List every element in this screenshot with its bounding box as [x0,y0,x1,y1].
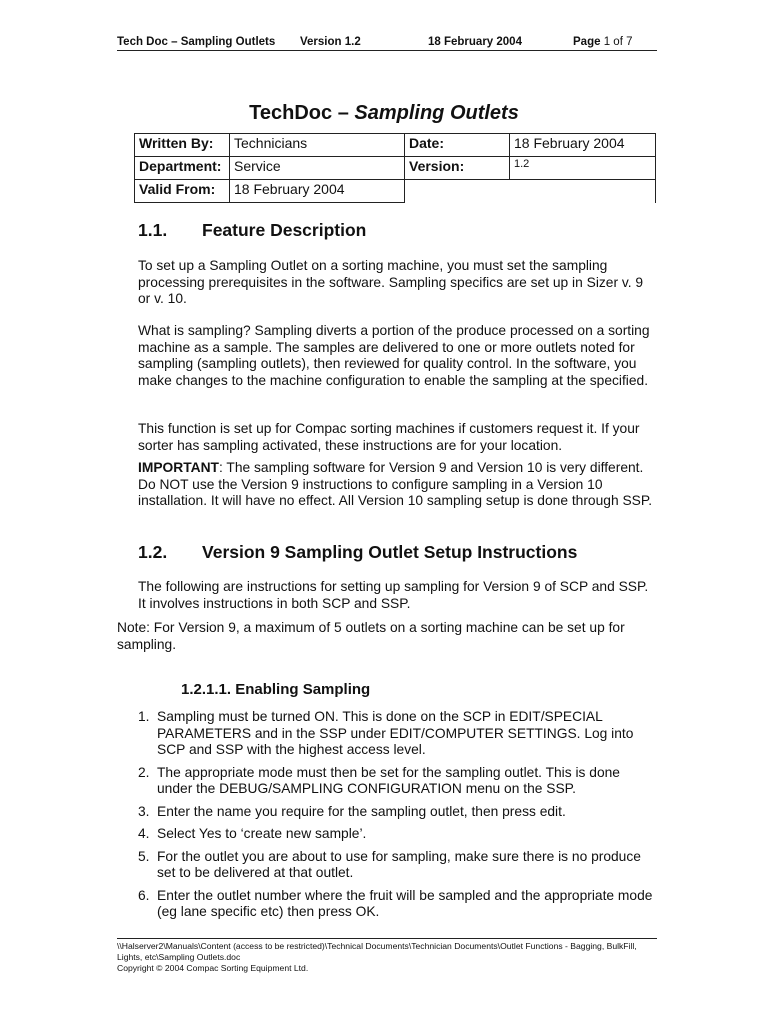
section-number: 1.1. [138,220,168,240]
paragraph: This function is set up for Compac sorting machines if customers request it. If your sorter has sampling activated, these instructions are for your location. [138,421,640,453]
page-footer [117,938,657,974]
section-title: Version 9 Sampling Outlet Setup Instructions [202,542,578,562]
document-info-table [134,133,656,203]
important-text: : The sampling software for Version 9 and Version 10 is very different. Do NOT use the Version 9 instructions to configure sampling in a Version 10 installation. It will have no effect. All Version 10 sampling setup is done through SSP. [138,460,653,508]
list-item: 6. Enter the outlet number where the fruit will be sampled and the appropriate mode (eg lane specific etc) then press OK. [138,887,653,919]
note-paragraph: Note: For Version 9, a maximum of 5 outlets on a sorting machine can be set up for sampling. [117,620,625,652]
title-italic: Sampling Outlets [354,102,519,124]
header-version: Version 1.2 [300,36,361,48]
section-number: 1.2. [138,542,168,562]
footer-file-path: \\Halserver2\Manuals\Content (access to be restricted)\Technical Documents\Technician Documents\Outlet Functions - Bagging, BulkFill, Lights, etc\Sampling Outlets.doc [117,941,637,962]
section-heading-version-9 [138,542,577,563]
title-plain: TechDoc – [249,102,355,124]
footer-copyright: Copyright © 2004 Compac Sorting Equipment Ltd. [117,963,309,973]
header-page-number: 1 of 7 [603,36,633,48]
page-title [0,102,768,125]
header-page [573,36,632,48]
list-item: 5. For the outlet you are about to use for sampling, make sure there is no produce set to be delivered at that outlet. [138,848,641,880]
header-date: 18 February 2004 [428,36,522,48]
paragraph: To set up a Sampling Outlet on a sorting machine, you must set the sampling processing prerequisites in the software. Sampling specifics are set up in Sizer v. 9 or v. 10. [138,258,644,306]
written-by-value: Technicians [230,134,405,157]
section-title: Feature Description [202,220,367,240]
steps-list [138,709,658,927]
list-item: 3. Enter the name you require for the sampling outlet, then press edit. [138,803,566,819]
written-by-label: Written By: [135,134,230,157]
list-item: 4. Select Yes to ‘create new sample’. [138,826,367,841]
header-doc-title: Tech Doc – Sampling Outlets [117,36,276,48]
page-header [117,36,657,51]
list-item: 1. Sampling must be turned ON. This is done on the SCP in EDIT/SPECIAL PARAMETERS and in the SSP under EDIT/COMPUTER SETTINGS. Log into SCP and SSP with the highest access level. [138,709,634,757]
important-paragraph [138,460,658,510]
department-label: Department: [135,157,230,180]
header-page-label: Page [573,36,601,48]
paragraph: The following are instructions for setting up sampling for Version 9 of SCP and SSP. It involves instructions in both SCP and SSP. [138,579,649,611]
date-value: 18 February 2004 [510,134,656,157]
paragraph: What is sampling? Sampling diverts a portion of the produce processed on a sorting machine as a sample. The samples are delivered to one or more outlets noted for sampling (sampling outlets), then reviewed for quality control. In the software, you make changes to the machine configuration to enable the sampling at the specified. [138,323,650,388]
date-label: Date: [405,134,510,157]
important-label: IMPORTANT [138,460,219,475]
section-heading-feature-description [138,220,366,241]
version-value: 1.2 [510,157,656,180]
valid-from-label: Valid From: [135,180,230,203]
valid-from-value: 18 February 2004 [230,180,405,203]
list-item: 2. The appropriate mode must then be set for the sampling outlet. This is done under the DEBUG/SAMPLING CONFIGURATION menu on the SSP. [138,764,620,796]
version-label: Version: [405,157,510,180]
department-value: Service [230,157,405,180]
subsection-heading-enabling-sampling: 1.2.1.1. Enabling Sampling [181,681,371,698]
